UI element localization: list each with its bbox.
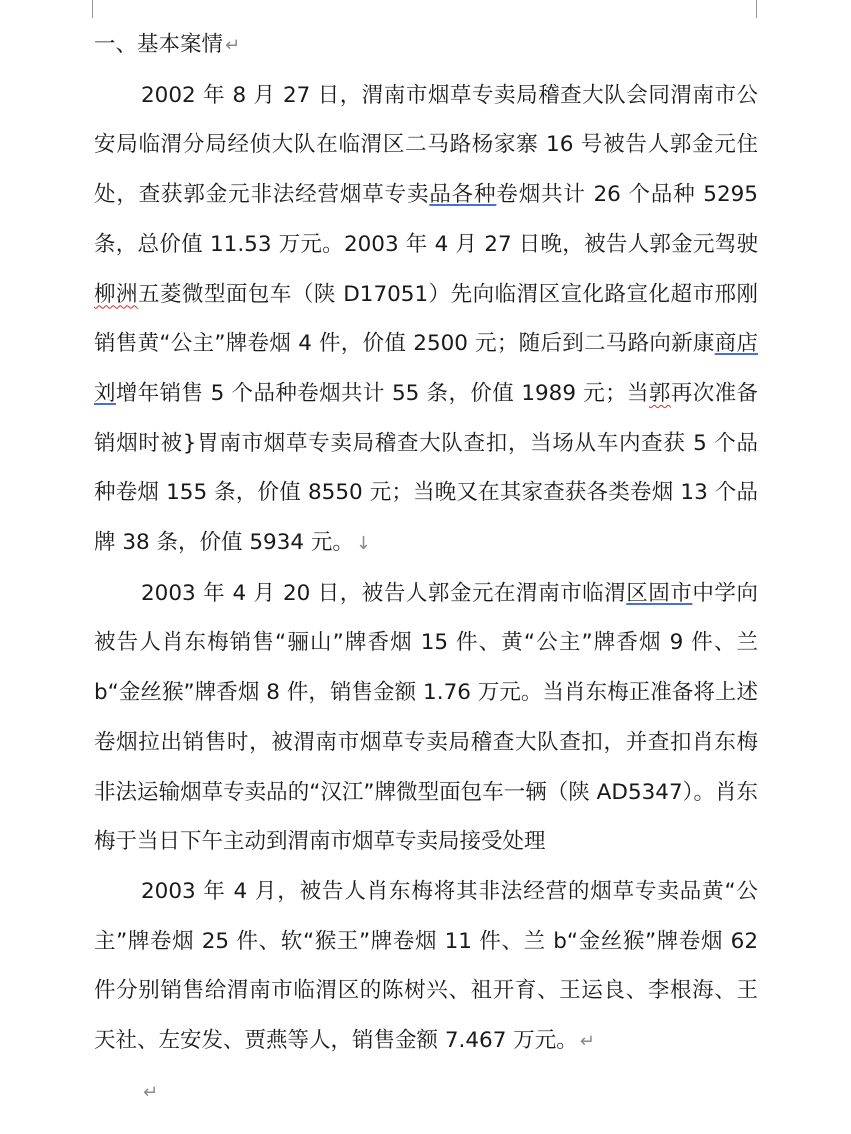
paragraph-1-text-c: 五菱微型面包车（陕 D17051）先向临渭区宣化路宣化超市邢刚销售黄“公主”牌卷烟 4 件，价值 2500 元；随后到二马路向新康 (94, 281, 758, 357)
section-heading (94, 20, 758, 71)
paragraph-2-text-b: 中学向被告人肖东梅销售“骊山”牌香烟 15 件、黄“公主”牌香烟 9 件、兰 b“金丝猴”牌香烟 8 件，销售金额 1.76 万元。当肖东梅正准备将上述卷烟拉出销售时，被渭南市烟草专卖局稽查大队查扣，并查扣肖东梅非法运输烟草专卖品的“汉江”牌微型面包车一辆（陕 AD5347）。肖东梅于当日下午主动到渭南市烟草专卖局接受处理 (94, 580, 758, 855)
page-corner-mark-left (92, 0, 93, 18)
grammar-underline-2[interactable]: 商店刘 (94, 331, 758, 406)
document-body (94, 20, 758, 1117)
grammar-underline-1[interactable]: 品各种 (429, 182, 497, 208)
grammar-underline-3[interactable]: 区固市 (626, 580, 693, 606)
paragraph-mark-icon: ↵ (143, 1081, 159, 1103)
paragraph-2-text-a: 2003 年 4 月 20 日，被告人郭金元在渭南市临渭 (141, 580, 627, 606)
paragraph-mark-icon: ↵ (579, 1031, 595, 1053)
empty-paragraph (94, 1067, 758, 1118)
line-break-mark-icon: ↓ (355, 533, 372, 555)
spelling-underline-1[interactable]: 柳洲 (94, 281, 138, 307)
paragraph-1-text-e: 再次准备销烟时被}胃南市烟草专卖局稽查大队查扣，当场从车内查获 5 个品种卷烟 155 条，价值 8550 元；当晚又在其家查获各类卷烟 13 个品牌 38 条，价值 5934 元。 (94, 380, 758, 556)
heading-text: 一、基本案情 (94, 32, 224, 57)
spelling-underline-2[interactable]: 郭 (648, 380, 671, 406)
paragraph-1-text-b: 卷烟共计 26 个品种 5295 条，总价值 11.53 万元。2003 年 4 月 27 日晚，被告人郭金元驾驶 (94, 182, 758, 257)
paragraph-mark-icon: ↵ (225, 35, 241, 56)
paragraph-2 (94, 569, 758, 867)
paragraph-1-text-a: 2002 年 8 月 27 日，渭南市烟草专卖局稽查大队会同渭南市公安局临渭分局经侦大队在临渭区二马路杨家寨 16 号被告人郭金元住处，查获郭金元非法经营烟草专卖 (94, 82, 758, 208)
paragraph-3 (94, 867, 758, 1067)
paragraph-1 (94, 71, 758, 569)
page-corner-mark-right (756, 0, 757, 18)
paragraph-3-text: 2003 年 4 月，被告人肖东梅将其非法经营的烟草专卖品黄“公主”牌卷烟 25 件、软“猴王”牌卷烟 11 件、兰 b“金丝猴”牌卷烟 62 件分别销售给渭南市临渭区的陈树兴、祖开育、王运良、李根海、王天社、左安发、贾燕等人，销售金额 7.467 万元。 (94, 878, 758, 1054)
paragraph-1-text-d: 增年销售 5 个品种卷烟共计 55 条，价值 1989 元；当 (115, 380, 649, 406)
